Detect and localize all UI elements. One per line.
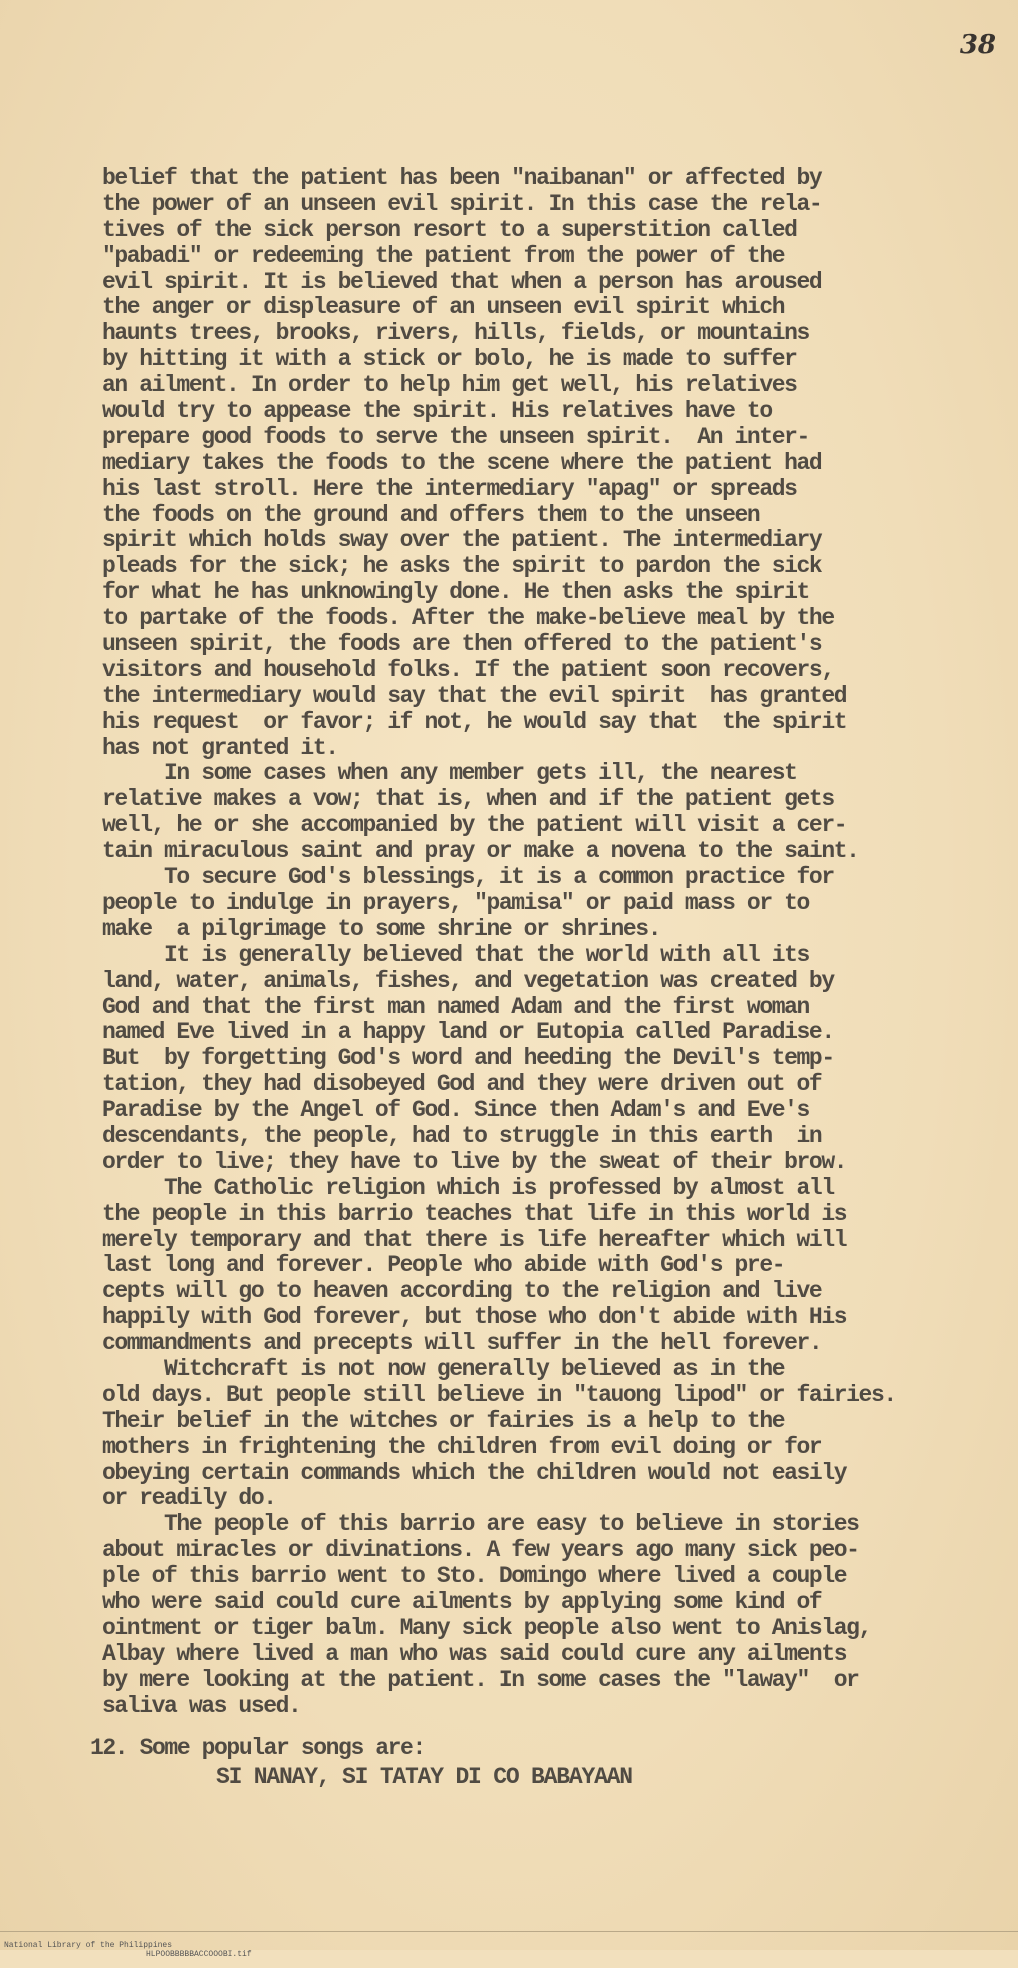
footer-library-name: National Library of the Philippines [4,1941,173,1950]
page-number: 38 [959,30,996,60]
text-line: prepare good foods to serve the unseen spirit. An inter- [102,423,809,450]
text-line: well, he or she accompanied by the patient will visit a cer- [102,812,847,839]
footer-file-name: HLPOOBBBBBACCOOOBI.tif [146,1950,252,1959]
text-line: spirit which holds sway over the patient. The intermediary [102,527,822,554]
song-title: SI NANAY, SI TATAY DI CO BABAYAAN [216,1764,632,1790]
text-line: Paradise by the Angel of God. Since then Adam's and Eve's [102,1097,809,1124]
text-line: evil spirit. It is believed that when a person has aroused [102,268,822,295]
text-line: ple of this barrio went to Sto. Domingo where lived a couple [102,1563,847,1590]
text-line: mediary takes the foods to the scene where the patient had [102,449,822,476]
text-line: named Eve lived in a happy land or Eutopia called Paradise. [102,1019,834,1046]
text-line: obeying certain commands which the children would not easily [102,1459,847,1486]
text-line: ointment or tiger balm. Many sick people also went to Anislag, [102,1614,871,1641]
text-line: To secure God's blessings, it is a common practice for [102,864,834,891]
text-line: tation, they had disobeyed God and they were driven out of [102,1071,822,1098]
text-line: his request or favor; if not, he would say that the spirit [102,708,847,735]
section-heading: 12. Some popular songs are: [90,1735,425,1761]
text-line: or readily do. [102,1485,276,1512]
text-line: "pabadi" or redeeming the patient from the power of the [102,242,785,269]
text-line: It is generally believed that the world with all its [102,941,809,968]
text-line: unseen spirit, the foods are then offered to the patient's [102,631,822,658]
text-line: by hitting it with a stick or bolo, he is made to suffer [102,346,797,373]
text-line: an ailment. In order to help him get well, his relatives [102,372,797,399]
text-line: Albay where lived a man who was said could cure any ailments [102,1640,847,1667]
text-line: about miracles or divinations. A few years ago many sick peo- [102,1537,859,1564]
footer [0,1932,1018,1959]
text-line: relative makes a vow; that is, when and if the patient gets [102,786,834,813]
text-line: make a pilgrimage to some shrine or shrines. [102,915,661,942]
text-line: Their belief in the witches or fairies is a help to the [102,1407,785,1434]
text-line: his last stroll. Here the intermediary "apag" or spreads [102,475,797,502]
text-line: old days. But people still believe in "tauong lipod" or fairies. [102,1381,896,1408]
text-line: The Catholic religion which is professed by almost all [102,1174,834,1201]
text-line: order to live; they have to live by the sweat of their brow. [102,1148,847,1175]
text-line: God and that the first man named Adam and the first woman [102,993,809,1020]
text-line: But by forgetting God's word and heeding the Devil's temp- [102,1045,834,1072]
text-line: mothers in frightening the children from evil doing or for [102,1433,822,1460]
text-line: land, water, animals, fishes, and vegetation was created by [102,967,834,994]
text-line: visitors and household folks. If the patient soon recovers, [102,656,834,683]
text-line: pleads for the sick; he asks the spirit to pardon the sick [102,553,822,580]
text-line: the foods on the ground and offers them to the unseen [102,501,760,528]
text-line: happily with God forever, but those who don't abide with His [102,1304,847,1331]
text-line: the anger or displeasure of an unseen evil spirit which [102,294,785,321]
text-line: Witchcraft is not now generally believed as in the [102,1355,785,1382]
text-line: for what he has unknowingly done. He then asks the spirit [102,579,809,606]
text-line: the people in this barrio teaches that life in this world is [102,1200,847,1227]
text-line: In some cases when any member gets ill, the nearest [102,760,797,787]
text-line: descendants, the people, had to struggle in this earth in [102,1122,822,1149]
text-line: people to indulge in prayers, "pamisa" or paid mass or to [102,889,809,916]
text-line: saliva was used. [102,1692,301,1719]
text-line: last long and forever. People who abide with God's pre- [102,1252,785,1279]
text-line: has not granted it. [102,734,338,761]
text-line: to partake of the foods. After the make-believe meal by the [102,605,834,632]
text-line: cepts will go to heaven according to the religion and live [102,1278,822,1305]
text-line: commandments and precepts will suffer in the hell forever. [102,1330,822,1357]
text-line: the power of an unseen evil spirit. In this case the rela- [102,190,822,217]
text-line: by mere looking at the patient. In some cases the "laway" or [102,1666,859,1693]
text-line: who were said could cure ailments by applying some kind of [102,1588,822,1615]
text-line: haunts trees, brooks, rivers, hills, fields, or mountains [102,320,809,347]
text-line: tain miraculous saint and pray or make a novena to the saint. [102,838,859,865]
text-line: merely temporary and that there is life hereafter which will [102,1226,847,1253]
text-line: The people of this barrio are easy to believe in stories [102,1511,859,1538]
text-line: the intermediary would say that the evil spirit has granted [102,682,847,709]
text-line: tives of the sick person resort to a superstition called [102,216,797,243]
text-line: would try to appease the spirit. His relatives have to [102,398,772,425]
text-line: belief that the patient has been "naibanan" or affected by [102,165,822,191]
body-text [102,166,922,1719]
